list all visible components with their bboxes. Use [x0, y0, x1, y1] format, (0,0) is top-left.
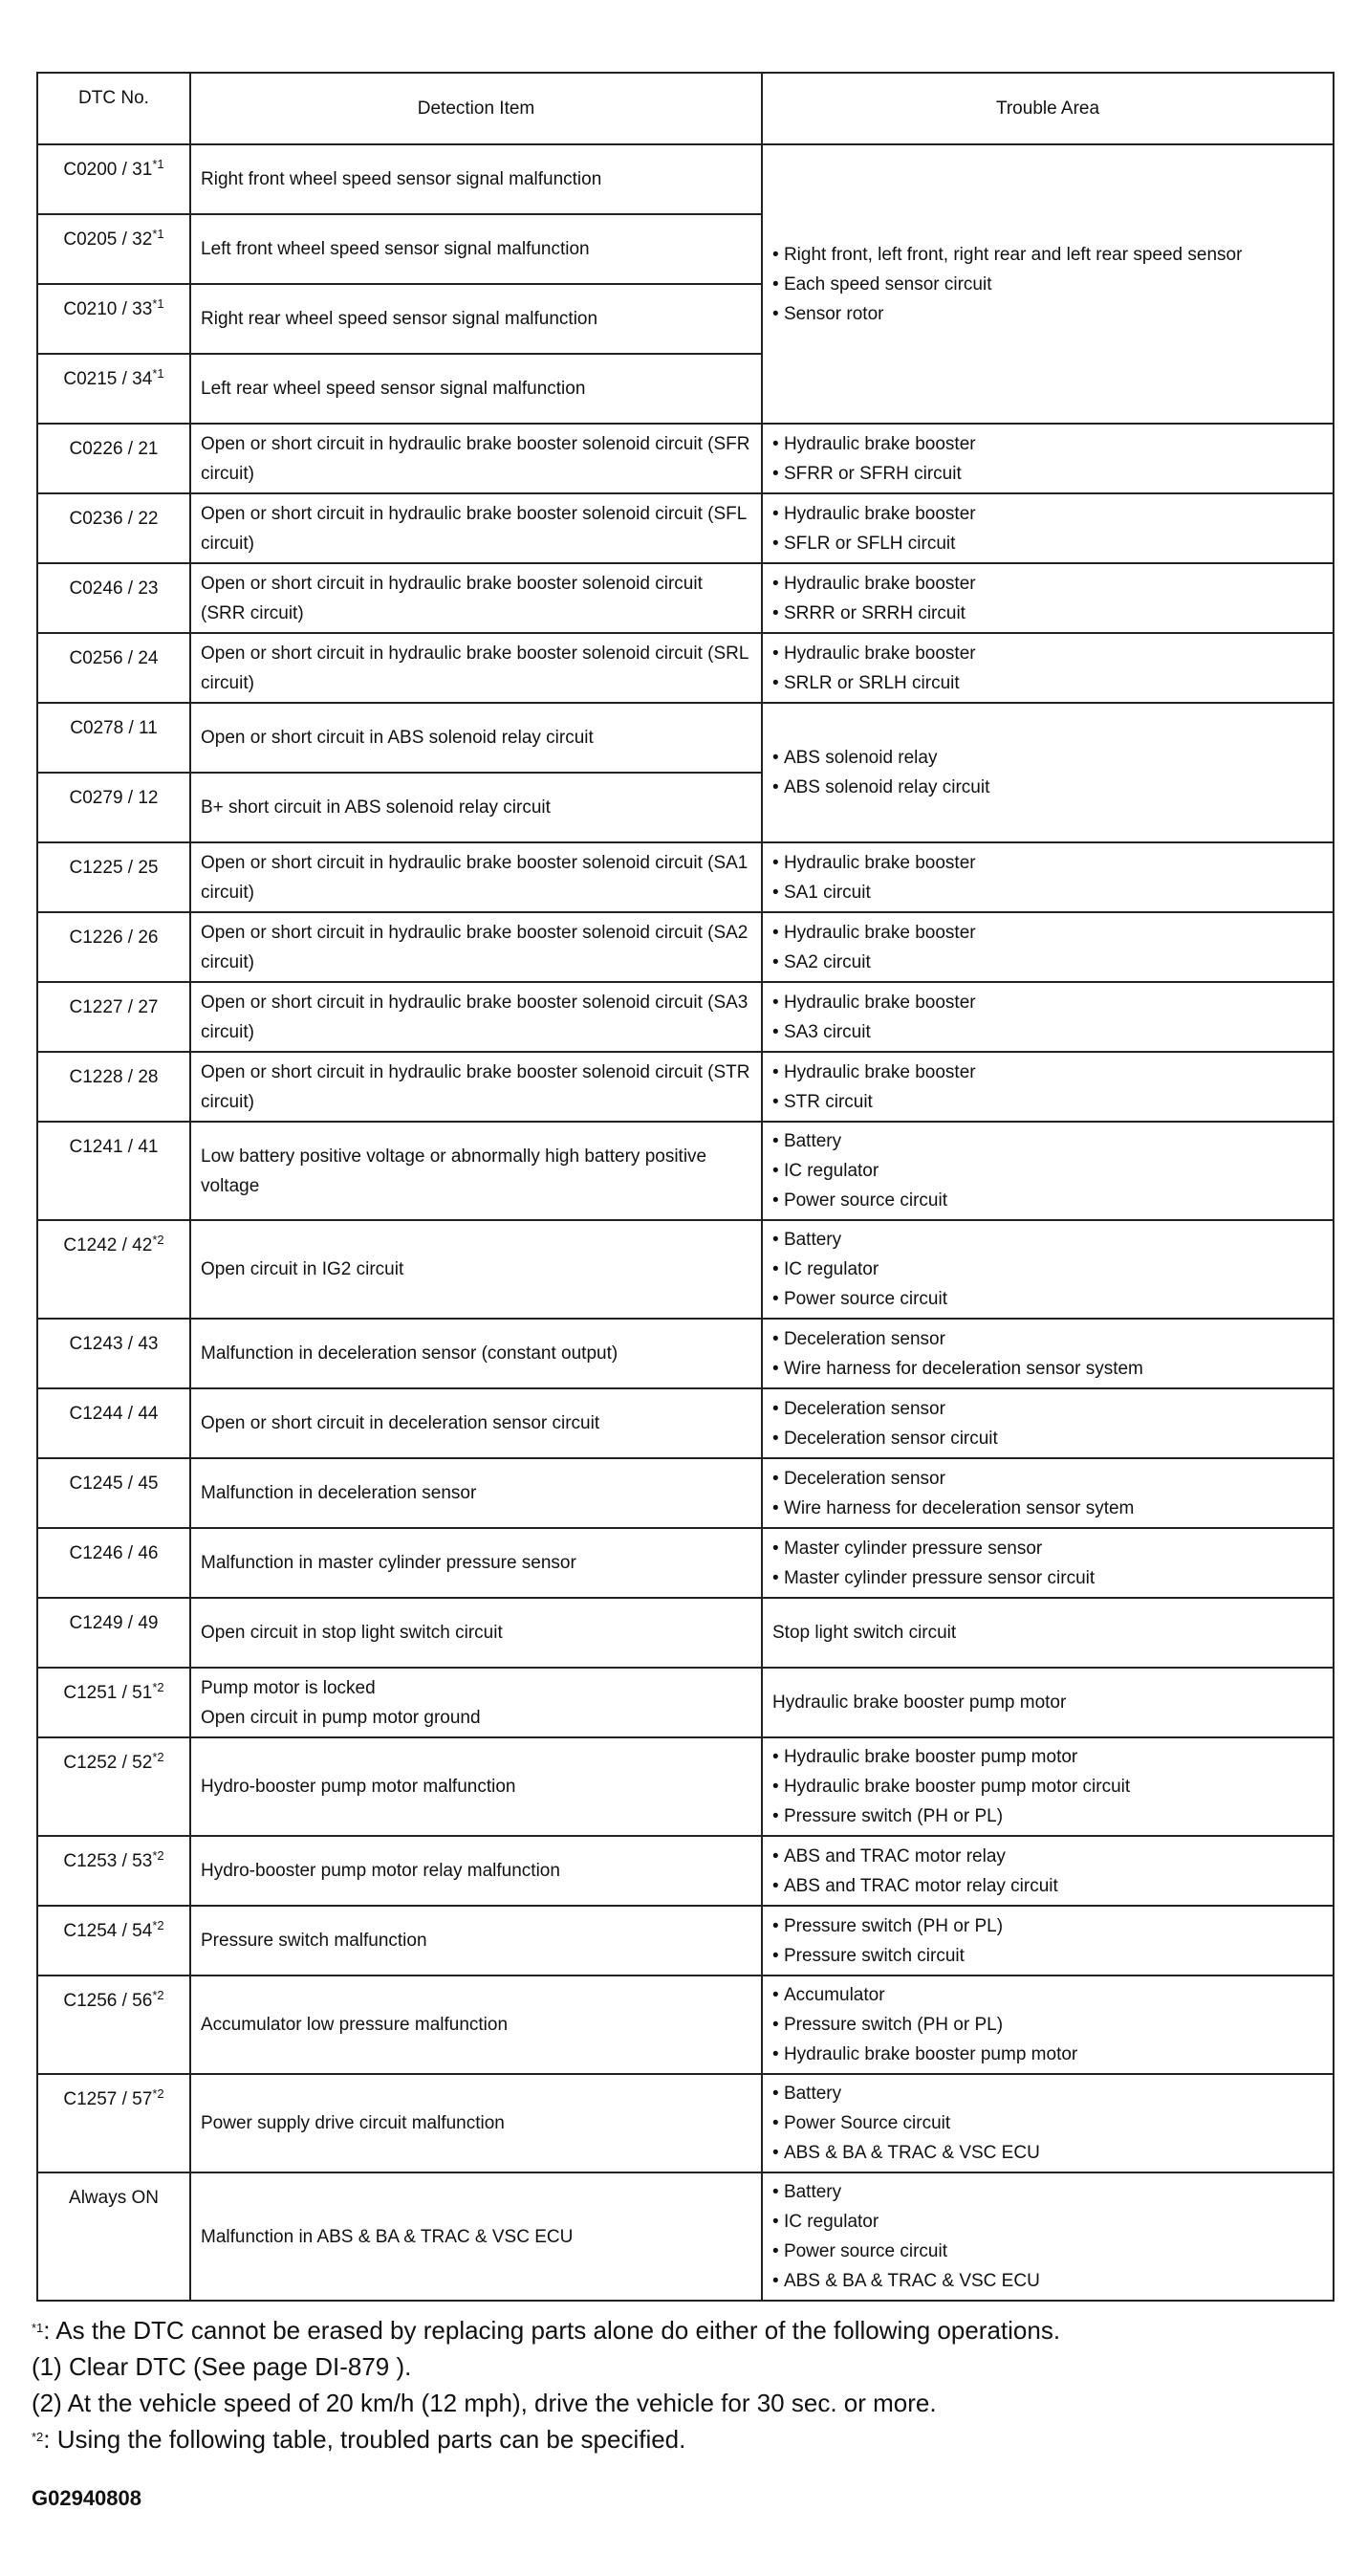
dtc-code-cell	[37, 424, 190, 493]
dtc-footnote-mark: *2	[152, 1848, 164, 1863]
table-row	[37, 1052, 1334, 1122]
table-row	[37, 1976, 1334, 2074]
trouble-area-list	[772, 1394, 1323, 1453]
trouble-area-item: • SRRR or SRRH circuit	[772, 599, 1323, 628]
dtc-footnote-mark: *2	[152, 1680, 164, 1694]
header-trouble-area: Trouble Area	[762, 73, 1334, 144]
trouble-area-item: • IC regulator	[772, 2207, 1323, 2237]
trouble-area-item: • Master cylinder pressure sensor	[772, 1534, 1323, 1563]
footnote-2-text: : Using the following table, troubled parts can be specified.	[43, 2425, 686, 2454]
table-row	[37, 1220, 1334, 1319]
trouble-area-list	[772, 2079, 1323, 2168]
trouble-area-list	[772, 1534, 1323, 1593]
trouble-area-cell	[762, 2074, 1334, 2172]
dtc-code-cell	[37, 2074, 190, 2172]
trouble-area-list	[772, 848, 1323, 907]
detection-item-cell: Malfunction in master cylinder pressure sensor	[190, 1528, 762, 1598]
dtc-code: C1245 / 45	[69, 1474, 159, 1494]
dtc-code-cell	[37, 1220, 190, 1319]
dtc-footnote-mark: *2	[152, 1750, 164, 1764]
trouble-area-cell	[762, 1737, 1334, 1836]
trouble-area-list	[772, 1842, 1323, 1901]
detection-item-cell: Pump motor is locked Open circuit in pump motor ground	[190, 1668, 762, 1737]
trouble-area-item: • IC regulator	[772, 1255, 1323, 1284]
dtc-code-cell	[37, 1528, 190, 1598]
dtc-code: C0210 / 33	[63, 299, 153, 319]
trouble-area-cell	[762, 1836, 1334, 1906]
dtc-code-cell	[37, 1319, 190, 1388]
dtc-code: C1253 / 53	[63, 1851, 153, 1871]
dtc-code-cell	[37, 703, 190, 773]
dtc-footnote-mark: *1	[152, 157, 164, 171]
trouble-area-item: • SRLR or SRLH circuit	[772, 668, 1323, 698]
footnote-1-step-1: (1) Clear DTC (See page DI-879 ).	[32, 2352, 412, 2381]
dtc-code: Always ON	[69, 2188, 159, 2208]
trouble-area-item: • Hydraulic brake booster pump motor circuit	[772, 1772, 1323, 1801]
dtc-code: C1249 / 49	[69, 1613, 159, 1633]
dtc-code: C0226 / 21	[69, 439, 159, 459]
trouble-area-item: • Battery	[772, 2079, 1323, 2108]
trouble-area-list	[772, 743, 1323, 802]
dtc-footnote-mark: *1	[152, 366, 164, 381]
detection-item-cell: Malfunction in deceleration sensor (constant output)	[190, 1319, 762, 1388]
detection-item-cell: Right rear wheel speed sensor signal malfunction	[190, 284, 762, 354]
trouble-area-list	[772, 1324, 1323, 1384]
dtc-footnote-mark: *2	[152, 1233, 164, 1247]
dtc-code-cell	[37, 2172, 190, 2301]
dtc-code-cell	[37, 842, 190, 912]
trouble-area-list	[772, 429, 1323, 489]
table-row	[37, 912, 1334, 982]
dtc-footnote-mark: *2	[152, 1918, 164, 1932]
dtc-code-cell	[37, 354, 190, 424]
trouble-area-cell	[762, 2172, 1334, 2301]
table-row	[37, 1598, 1334, 1668]
dtc-code: C1243 / 43	[69, 1334, 159, 1354]
detection-item-cell: Hydro-booster pump motor malfunction	[190, 1737, 762, 1836]
detection-item-cell: Malfunction in ABS & BA & TRAC & VSC ECU	[190, 2172, 762, 2301]
dtc-code: C1228 / 28	[69, 1067, 159, 1087]
dtc-code-cell	[37, 1598, 190, 1668]
trouble-area-item: • Hydraulic brake booster	[772, 918, 1323, 948]
dtc-code-cell	[37, 1458, 190, 1528]
table-row	[37, 424, 1334, 493]
trouble-area-cell	[762, 144, 1334, 424]
dtc-code: C0246 / 23	[69, 579, 159, 599]
detection-item-cell: Low battery positive voltage or abnormally high battery positive voltage	[190, 1122, 762, 1220]
trouble-area-cell	[762, 703, 1334, 842]
table-row	[37, 1668, 1334, 1737]
detection-item-cell: Open or short circuit in deceleration sensor circuit	[190, 1388, 762, 1458]
trouble-area-item: • Battery	[772, 1126, 1323, 1156]
dtc-code: C0205 / 32	[63, 229, 153, 250]
detection-item-cell: Malfunction in deceleration sensor	[190, 1458, 762, 1528]
dtc-code-cell	[37, 1836, 190, 1906]
trouble-area-cell	[762, 1052, 1334, 1122]
footnote-1-mark: *1	[32, 2321, 44, 2335]
dtc-footnote-mark: *2	[152, 1988, 164, 2002]
dtc-table	[36, 72, 1334, 2302]
trouble-area-item: • ABS and TRAC motor relay circuit	[772, 1871, 1323, 1901]
detection-item-cell: Open or short circuit in hydraulic brake booster solenoid circuit (SA1 circuit)	[190, 842, 762, 912]
dtc-code-cell	[37, 493, 190, 563]
table-row	[37, 1458, 1334, 1528]
trouble-area-item: • Wire harness for deceleration sensor system	[772, 1354, 1323, 1384]
table-row	[37, 1528, 1334, 1598]
table-row	[37, 1388, 1334, 1458]
table-row	[37, 144, 1334, 214]
trouble-area-item: • Each speed sensor circuit	[772, 270, 1323, 299]
footnote-2-mark: *2	[32, 2430, 44, 2444]
trouble-area-item: • Deceleration sensor	[772, 1394, 1323, 1424]
table-row	[37, 1737, 1334, 1836]
trouble-area-list	[772, 1464, 1323, 1523]
dtc-code: C0256 / 24	[69, 648, 159, 668]
dtc-code-cell	[37, 1122, 190, 1220]
detection-item-cell: Right front wheel speed sensor signal malfunction	[190, 144, 762, 214]
trouble-area-list	[772, 2177, 1323, 2296]
trouble-area-item: • Deceleration sensor circuit	[772, 1424, 1323, 1453]
trouble-area-item: • Master cylinder pressure sensor circuit	[772, 1563, 1323, 1593]
trouble-area-list	[772, 1742, 1323, 1831]
dtc-footnote-mark: *2	[152, 2086, 164, 2101]
detection-item-cell: Open or short circuit in hydraulic brake booster solenoid circuit (SRL circuit)	[190, 633, 762, 703]
trouble-area-item: • Pressure switch (PH or PL)	[772, 2010, 1323, 2040]
trouble-area-list	[772, 1980, 1323, 2069]
footnote-2	[32, 2421, 1332, 2457]
detection-item-cell: B+ short circuit in ABS solenoid relay circuit	[190, 773, 762, 842]
detection-item-cell: Open or short circuit in hydraulic brake booster solenoid circuit (SA3 circuit)	[190, 982, 762, 1052]
dtc-code: C1246 / 46	[69, 1543, 159, 1563]
detection-item-cell: Power supply drive circuit malfunction	[190, 2074, 762, 2172]
trouble-area-cell	[762, 842, 1334, 912]
trouble-area-cell	[762, 563, 1334, 633]
trouble-area-cell	[762, 1388, 1334, 1458]
dtc-code: C1252 / 52	[63, 1753, 153, 1773]
trouble-area-cell	[762, 424, 1334, 493]
trouble-area-item: • Pressure switch circuit	[772, 1941, 1323, 1971]
table-row	[37, 563, 1334, 633]
dtc-code-cell	[37, 284, 190, 354]
dtc-code-cell	[37, 144, 190, 214]
table-row	[37, 1906, 1334, 1976]
footnotes	[32, 2312, 1332, 2457]
trouble-area-item: • Hydraulic brake booster pump motor	[772, 2040, 1323, 2069]
trouble-area-item: • Power source circuit	[772, 1284, 1323, 1314]
trouble-area-list	[772, 918, 1323, 977]
dtc-code-cell	[37, 633, 190, 703]
trouble-area-cell	[762, 912, 1334, 982]
trouble-area-cell	[762, 1220, 1334, 1319]
dtc-code-cell	[37, 1737, 190, 1836]
trouble-area-item: • Pressure switch (PH or PL)	[772, 1801, 1323, 1831]
footnote-1-text: : As the DTC cannot be erased by replacing parts alone do either of the following operations.	[43, 2316, 1061, 2345]
trouble-area-item: • Power source circuit	[772, 1186, 1323, 1215]
dtc-code: C0236 / 22	[69, 509, 159, 529]
dtc-code: C0215 / 34	[63, 369, 153, 389]
table-header-row	[37, 73, 1334, 144]
trouble-area-item: • Power source circuit	[772, 2237, 1323, 2266]
trouble-area-item: • STR circuit	[772, 1087, 1323, 1117]
trouble-area-item: • SFRR or SFRH circuit	[772, 459, 1323, 489]
trouble-area-list	[772, 1225, 1323, 1314]
dtc-code: C1257 / 57	[63, 2089, 153, 2109]
detection-item-cell: Pressure switch malfunction	[190, 1906, 762, 1976]
table-row	[37, 1319, 1334, 1388]
table-row	[37, 703, 1334, 773]
trouble-area-item: • Power Source circuit	[772, 2108, 1323, 2138]
trouble-area-cell	[762, 982, 1334, 1052]
detection-item-cell: Open or short circuit in hydraulic brake booster solenoid circuit (SA2 circuit)	[190, 912, 762, 982]
trouble-area-item: • Hydraulic brake booster pump motor	[772, 1742, 1323, 1772]
trouble-area-item: • Deceleration sensor	[772, 1464, 1323, 1494]
table-row	[37, 1836, 1334, 1906]
dtc-code: C0279 / 12	[69, 788, 159, 808]
trouble-area-item: • SFLR or SFLH circuit	[772, 529, 1323, 558]
table-body	[37, 144, 1334, 2301]
table-row	[37, 633, 1334, 703]
detection-item-cell: Open or short circuit in hydraulic brake booster solenoid circuit (STR circuit)	[190, 1052, 762, 1122]
trouble-area-cell	[762, 1319, 1334, 1388]
detection-item-cell: Left front wheel speed sensor signal malfunction	[190, 214, 762, 284]
dtc-code-cell	[37, 1052, 190, 1122]
trouble-area-item: • SA1 circuit	[772, 878, 1323, 907]
dtc-code-cell	[37, 1906, 190, 1976]
dtc-code: C1244 / 44	[69, 1404, 159, 1424]
trouble-area-cell	[762, 1906, 1334, 1976]
dtc-code: C0200 / 31	[63, 160, 153, 180]
trouble-area-item: • ABS & BA & TRAC & VSC ECU	[772, 2266, 1323, 2296]
dtc-code: C1227 / 27	[69, 997, 159, 1017]
trouble-area-cell	[762, 1122, 1334, 1220]
detection-item-cell: Hydro-booster pump motor relay malfunction	[190, 1836, 762, 1906]
trouble-area-item: • Wire harness for deceleration sensor sytem	[772, 1494, 1323, 1523]
trouble-area-item: • Hydraulic brake booster	[772, 848, 1323, 878]
trouble-area-item: • ABS solenoid relay	[772, 743, 1323, 773]
table-row	[37, 842, 1334, 912]
detection-item-cell: Open or short circuit in hydraulic brake booster solenoid circuit (SRR circuit)	[190, 563, 762, 633]
trouble-area-list	[772, 1058, 1323, 1117]
dtc-code-cell	[37, 982, 190, 1052]
footnote-1-step-2: (2) At the vehicle speed of 20 km/h (12 mph), drive the vehicle for 30 sec. or more.	[32, 2389, 937, 2417]
trouble-area-cell	[762, 1458, 1334, 1528]
trouble-area-cell	[762, 1976, 1334, 2074]
detection-item-cell: Open circuit in IG2 circuit	[190, 1220, 762, 1319]
trouble-area-item: • Hydraulic brake booster	[772, 429, 1323, 459]
trouble-area-item: • Sensor rotor	[772, 299, 1323, 329]
trouble-area-list	[772, 569, 1323, 628]
detection-item-cell: Open or short circuit in ABS solenoid relay circuit	[190, 703, 762, 773]
trouble-area-item: • Hydraulic brake booster	[772, 639, 1323, 668]
trouble-area-cell: Hydraulic brake booster pump motor	[762, 1668, 1334, 1737]
trouble-area-list	[772, 1126, 1323, 1215]
trouble-area-item: • Hydraulic brake booster	[772, 569, 1323, 599]
trouble-area-item: • Hydraulic brake booster	[772, 988, 1323, 1017]
dtc-code-cell	[37, 1976, 190, 2074]
trouble-area-item: • Right front, left front, right rear and left rear speed sensor	[772, 240, 1323, 270]
dtc-code-cell	[37, 214, 190, 284]
dtc-code-cell	[37, 1668, 190, 1737]
trouble-area-cell: Stop light switch circuit	[762, 1598, 1334, 1668]
trouble-area-item: • Deceleration sensor	[772, 1324, 1323, 1354]
dtc-code-cell	[37, 912, 190, 982]
footnote-1	[32, 2312, 1332, 2348]
trouble-area-item: • Battery	[772, 1225, 1323, 1255]
dtc-code-cell	[37, 563, 190, 633]
dtc-footnote-mark: *1	[152, 227, 164, 241]
trouble-area-item: • SA2 circuit	[772, 948, 1323, 977]
dtc-code-cell	[37, 773, 190, 842]
trouble-area-item: • Battery	[772, 2177, 1323, 2207]
trouble-area-item: • Pressure switch (PH or PL)	[772, 1911, 1323, 1941]
dtc-code: C1242 / 42	[63, 1235, 153, 1255]
trouble-area-item: • Hydraulic brake booster	[772, 499, 1323, 529]
detection-item-cell: Open circuit in stop light switch circuit	[190, 1598, 762, 1668]
trouble-area-cell	[762, 493, 1334, 563]
trouble-area-item: • ABS & BA & TRAC & VSC ECU	[772, 2138, 1323, 2168]
dtc-code: C1251 / 51	[63, 1683, 153, 1703]
trouble-area-item: • ABS and TRAC motor relay	[772, 1842, 1323, 1871]
trouble-area-item: • Hydraulic brake booster	[772, 1058, 1323, 1087]
trouble-area-item: • SA3 circuit	[772, 1017, 1323, 1047]
header-dtc-no: DTC No.	[37, 73, 190, 144]
trouble-area-list	[772, 639, 1323, 698]
trouble-area-cell	[762, 1528, 1334, 1598]
trouble-area-cell	[762, 633, 1334, 703]
table-row	[37, 2074, 1334, 2172]
table-row	[37, 982, 1334, 1052]
trouble-area-item: • Accumulator	[772, 1980, 1323, 2010]
trouble-area-list	[772, 240, 1323, 329]
figure-id: G02940808	[32, 2486, 141, 2510]
table-row	[37, 493, 1334, 563]
dtc-code: C1225 / 25	[69, 858, 159, 878]
trouble-area-list	[772, 1911, 1323, 1971]
trouble-area-list	[772, 988, 1323, 1047]
dtc-code: C1241 / 41	[69, 1137, 159, 1157]
trouble-area-list	[772, 499, 1323, 558]
dtc-footnote-mark: *1	[152, 296, 164, 311]
table-row	[37, 1122, 1334, 1220]
table-row	[37, 2172, 1334, 2301]
detection-item-cell: Accumulator low pressure malfunction	[190, 1976, 762, 2074]
dtc-code: C0278 / 11	[70, 718, 158, 738]
dtc-code: C1256 / 56	[63, 1991, 153, 2011]
trouble-area-item: • IC regulator	[772, 1156, 1323, 1186]
detection-item-cell: Left rear wheel speed sensor signal malfunction	[190, 354, 762, 424]
header-detection-item: Detection Item	[190, 73, 762, 144]
dtc-code: C1226 / 26	[69, 928, 159, 948]
dtc-code-cell	[37, 1388, 190, 1458]
dtc-code: C1254 / 54	[63, 1921, 153, 1941]
detection-item-cell: Open or short circuit in hydraulic brake booster solenoid circuit (SFR circuit)	[190, 424, 762, 493]
detection-item-cell: Open or short circuit in hydraulic brake booster solenoid circuit (SFL circuit)	[190, 493, 762, 563]
trouble-area-item: • ABS solenoid relay circuit	[772, 773, 1323, 802]
